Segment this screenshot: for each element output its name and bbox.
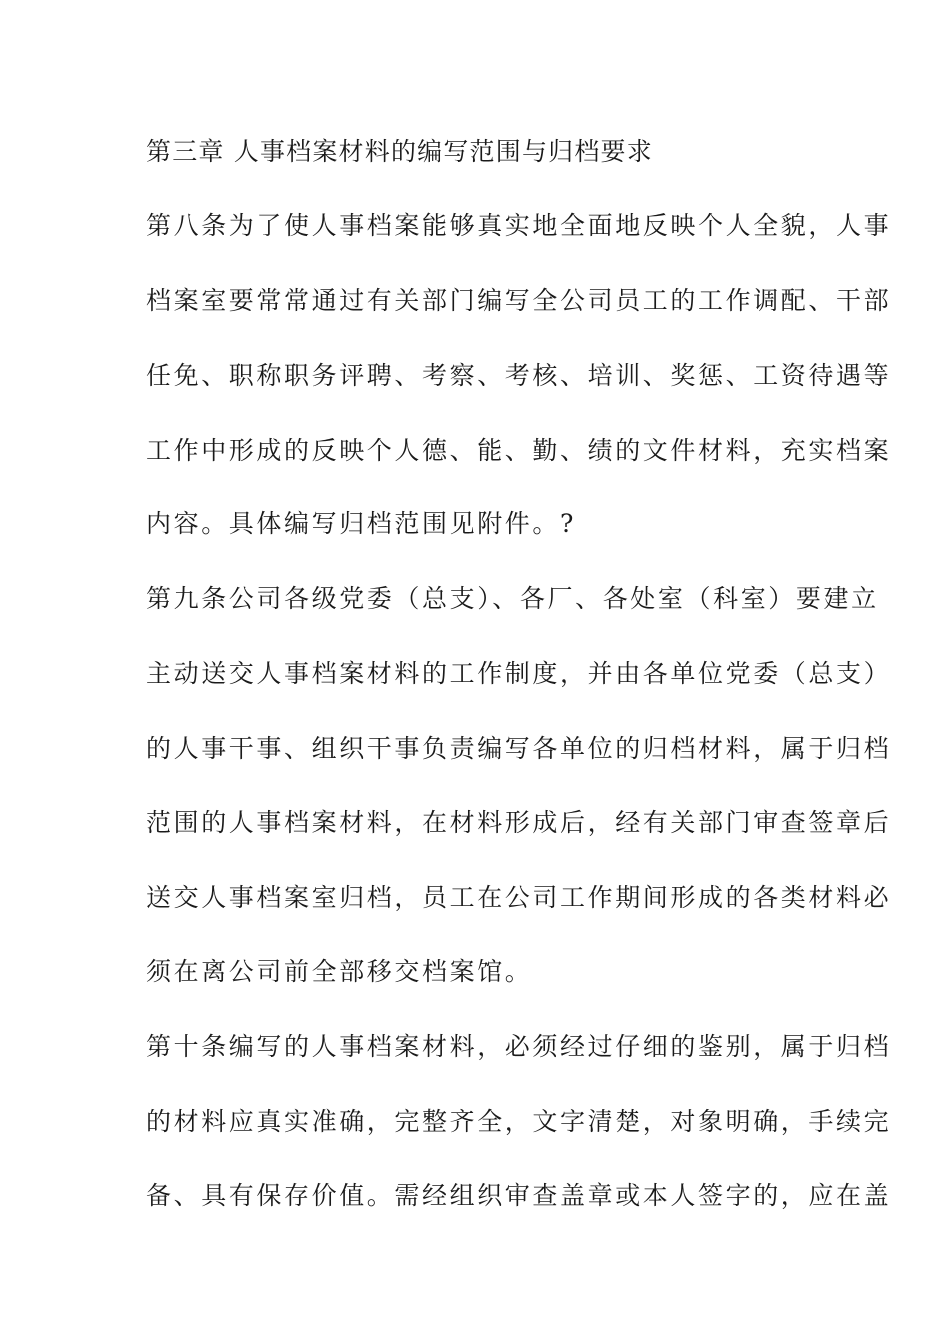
text-line: 工作中形成的反映个人德、能、勤、绩的文件材料，充实档案 xyxy=(146,436,892,465)
text-line: 第十条编写的人事档案材料，必须经过仔细的鉴别，属于归档 xyxy=(146,1032,892,1061)
text-line: 第九条公司各级党委（总支）、各厂、各处室（科室）要建立 xyxy=(146,584,879,613)
text-line: 内容。具体编写归档范围见附件。? xyxy=(146,509,577,538)
text-line: 任免、职称职务评聘、考察、考核、培训、奖惩、工资待遇等 xyxy=(146,361,892,390)
text-line: 的人事干事、组织干事负责编写各单位的归档材料，属于归档 xyxy=(146,734,892,763)
text-line: 须在离公司前全部移交档案馆。 xyxy=(146,957,533,986)
text-line: 范围的人事档案材料，在材料形成后，经有关部门审查签章后 xyxy=(146,808,892,837)
text-line: 第八条为了使人事档案能够真实地全面地反映个人全貌，人事 xyxy=(146,211,892,240)
text-line: 送交人事档案室归档，员工在公司工作期间形成的各类材料必 xyxy=(146,883,892,912)
text-line: 的材料应真实准确，完整齐全，文字清楚，对象明确，手续完 xyxy=(146,1107,892,1136)
chapter-title: 第三章 人事档案材料的编写范围与归档要求 xyxy=(146,137,653,166)
text-line: 档案室要常常通过有关部门编写全公司员工的工作调配、干部 xyxy=(146,286,892,315)
text-line: 主动送交人事档案材料的工作制度，并由各单位党委（总支） xyxy=(146,659,892,688)
text-line: 备、具有保存价值。需经组织审查盖章或本人签字的，应在盖 xyxy=(146,1181,892,1210)
